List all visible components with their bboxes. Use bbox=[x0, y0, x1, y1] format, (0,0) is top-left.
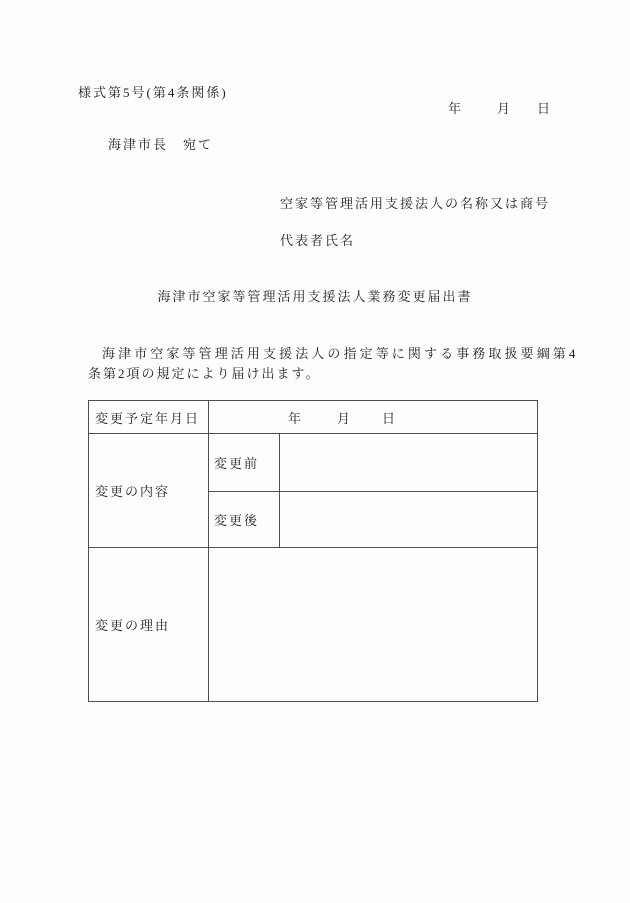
table-row bbox=[89, 401, 538, 434]
after-value-cell[interactable] bbox=[280, 492, 538, 548]
header-date-line bbox=[448, 98, 552, 117]
document-title: 海津市空家等管理活用支援法人業務変更届出書 bbox=[157, 289, 473, 304]
day-label: 日 bbox=[382, 410, 398, 426]
change-form-table bbox=[88, 400, 538, 702]
day-label: 日 bbox=[537, 101, 553, 116]
paragraph-line-1: 海津市空家等管理活用支援法人の指定等に関する事務取扱要綱第4 bbox=[102, 346, 579, 361]
paragraph-line-2: 条第2項の規定により届け出ます。 bbox=[88, 365, 321, 381]
change-content-label-cell: 変更の内容 bbox=[89, 434, 209, 548]
addressee-label: 海津市長 宛て bbox=[108, 137, 214, 152]
after-label-cell: 変更後 bbox=[209, 492, 280, 548]
body-paragraph bbox=[88, 344, 579, 383]
year-label: 年 bbox=[288, 410, 304, 426]
representative-name-label: 代表者氏名 bbox=[280, 233, 356, 248]
month-label: 月 bbox=[337, 410, 353, 426]
form-number-label: 様式第5号(第4条関係) bbox=[78, 85, 228, 100]
month-label: 月 bbox=[497, 101, 513, 116]
before-label-cell: 変更前 bbox=[209, 434, 280, 492]
scheduled-date-value-cell[interactable] bbox=[209, 401, 538, 434]
reason-value-cell[interactable] bbox=[209, 548, 538, 702]
company-name-label: 空家等管理活用支援法人の名称又は商号 bbox=[280, 196, 551, 211]
year-label: 年 bbox=[448, 101, 464, 116]
table-row bbox=[89, 548, 538, 702]
scheduled-date-label-cell: 変更予定年月日 bbox=[89, 401, 209, 434]
reason-label-cell: 変更の理由 bbox=[89, 548, 209, 702]
before-value-cell[interactable] bbox=[280, 434, 538, 492]
table-row bbox=[89, 434, 538, 492]
